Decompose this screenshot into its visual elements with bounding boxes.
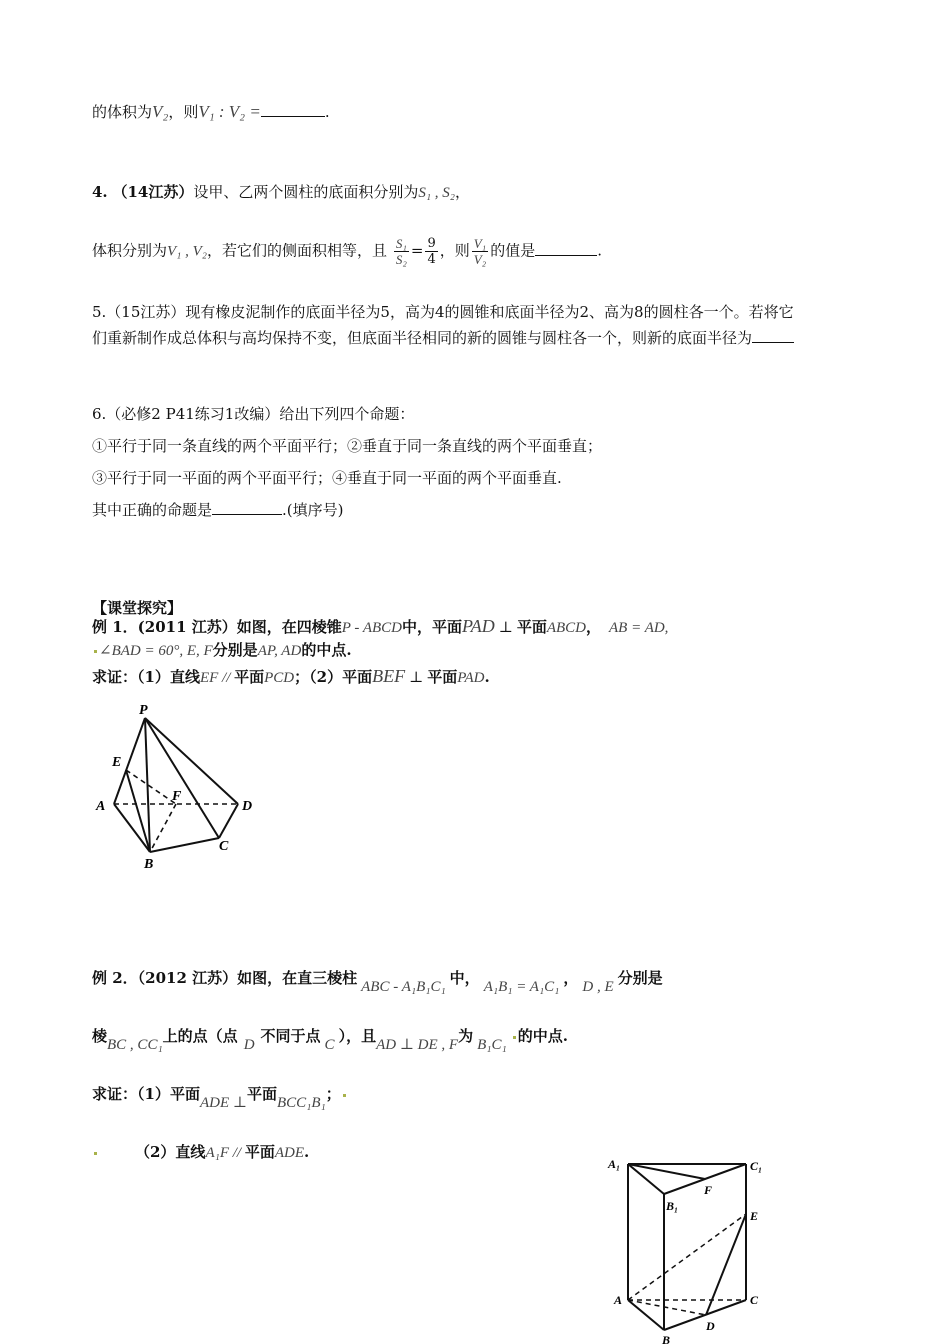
stray-mark [94, 1152, 97, 1155]
q6-line-2: ①平行于同一条直线的两个平面平行；②垂直于同一条直线的两个平面垂直； [92, 437, 603, 455]
q4-line-1: 4. （14江苏）设甲、乙两个圆柱的底面积分别为S₁ , S₂， [92, 183, 471, 201]
edge-AB [114, 804, 150, 852]
math-v2: V₂ [152, 102, 169, 121]
ex1-line-1: 例 1．(2011 江苏）如图，在四棱锥P - ABCD中，平面PAD ⊥ 平面ABCD， AB = AD, [92, 616, 669, 636]
label-F: F [172, 789, 182, 804]
answer-blank [535, 255, 597, 256]
prism-figure [600, 1148, 780, 1344]
q5-line-1: 5.（15江苏）现有橡皮泥制作的底面半径为5，高为4的圆锥和底面半径为2、高为8的圆柱各一个。若将它 [92, 303, 794, 321]
label-E: E [750, 1209, 759, 1223]
ex2-line-1: 例 2．（2012 江苏）如图，在直三棱柱 ABC - A₁B₁C₁ 中， A₁B₁ = A₁C₁ ， D , E 分别是 [92, 969, 663, 995]
label-B: B [144, 857, 154, 872]
edge-AB [628, 1300, 664, 1330]
segment-AD [628, 1300, 706, 1315]
answer-blank [212, 514, 282, 515]
label-P: P [139, 703, 148, 718]
q5-line-2: 们重新制作成总体积与高均保持不变，但底面半径相同的新的圆锥与圆柱各一个，则新的底面半径为 [92, 328, 794, 348]
label-C1: C₁ [750, 1159, 763, 1173]
q6-line-1: 6.（必修2 P41练习1改编）给出下列四个命题： [92, 405, 415, 423]
fraction-v: $\frac{\text{V₁}}{\text{V₂}}$ [473, 236, 487, 267]
edge-CD [219, 804, 238, 838]
stray-mark [513, 1036, 516, 1039]
label-B: B [662, 1333, 671, 1344]
label-C: C [750, 1293, 759, 1307]
math-v1v2: V₁ , V₂ [167, 243, 208, 260]
ex2-line-2: 棱BC , CC₁上的点（点 D 不同于点 C ），且AD ⊥ DE , F为 B₁C₁ 的中点. [92, 1027, 568, 1053]
label-A: A [614, 1293, 623, 1307]
edge-BC [150, 838, 219, 852]
section-title: 【课堂探究】 [92, 599, 183, 617]
label-B1: B₁ [666, 1199, 679, 1213]
answer-blank [261, 116, 325, 117]
ex2-line-3: 求证：（1）平面ADE ⊥平面BCC₁B₁； [92, 1084, 348, 1105]
ex2-line-4: （2）直线A₁F // 平面ADE. [92, 1142, 309, 1163]
edge-PC [145, 718, 219, 838]
label-A1: A₁ [608, 1157, 621, 1171]
ex1-line-3: 求证：（1）直线EF // 平面PCD；（2）平面BEF ⊥ 平面PAD. [92, 666, 490, 686]
label-A: A [96, 799, 106, 814]
stray-mark [94, 650, 97, 653]
label-D: D [706, 1319, 715, 1333]
label-C: C [219, 839, 229, 854]
q6-line-4: 其中正确的命题是 .(填序号) [92, 501, 344, 519]
pyramid-figure [88, 700, 278, 875]
math-s1s2: S₁ , S₂ [418, 185, 456, 201]
q4-line-2: 体积分别为V₁ , V₂，若它们的侧面积相等，且 $\frac{\text{S₁}}{\text{S₂}}$ = $\frac{9}{4}$ ，则 $\frac{\text{V₁}}{\text{V₂}}$ 的值是 . [92, 236, 602, 267]
label-E: E [112, 755, 122, 770]
math-ratio: V₁ : V₂ = [198, 102, 261, 121]
q6-line-3: ③平行于同一平面的两个平面平行；④垂直于同一平面的两个平面垂直. [92, 469, 562, 487]
label-F: F [704, 1183, 713, 1197]
q3-tail-line: 的体积为V₂，则V₁ : V₂ = . [92, 102, 330, 121]
fraction-s: $\frac{\text{S₁}}{\text{S₂}}$ [395, 236, 407, 267]
answer-blank [752, 342, 794, 343]
ex1-line-2: ∠BAD = 60°, E, F分别是AP, AD的中点. [92, 640, 352, 661]
edge-BC [664, 1300, 746, 1330]
label-D: D [242, 799, 253, 814]
segment-A1F [628, 1164, 705, 1179]
segment-FB [150, 804, 176, 852]
fraction-9-4: $\frac{9}{4}$ [427, 236, 436, 267]
stray-mark [343, 1094, 346, 1097]
edge-PD [145, 718, 238, 804]
